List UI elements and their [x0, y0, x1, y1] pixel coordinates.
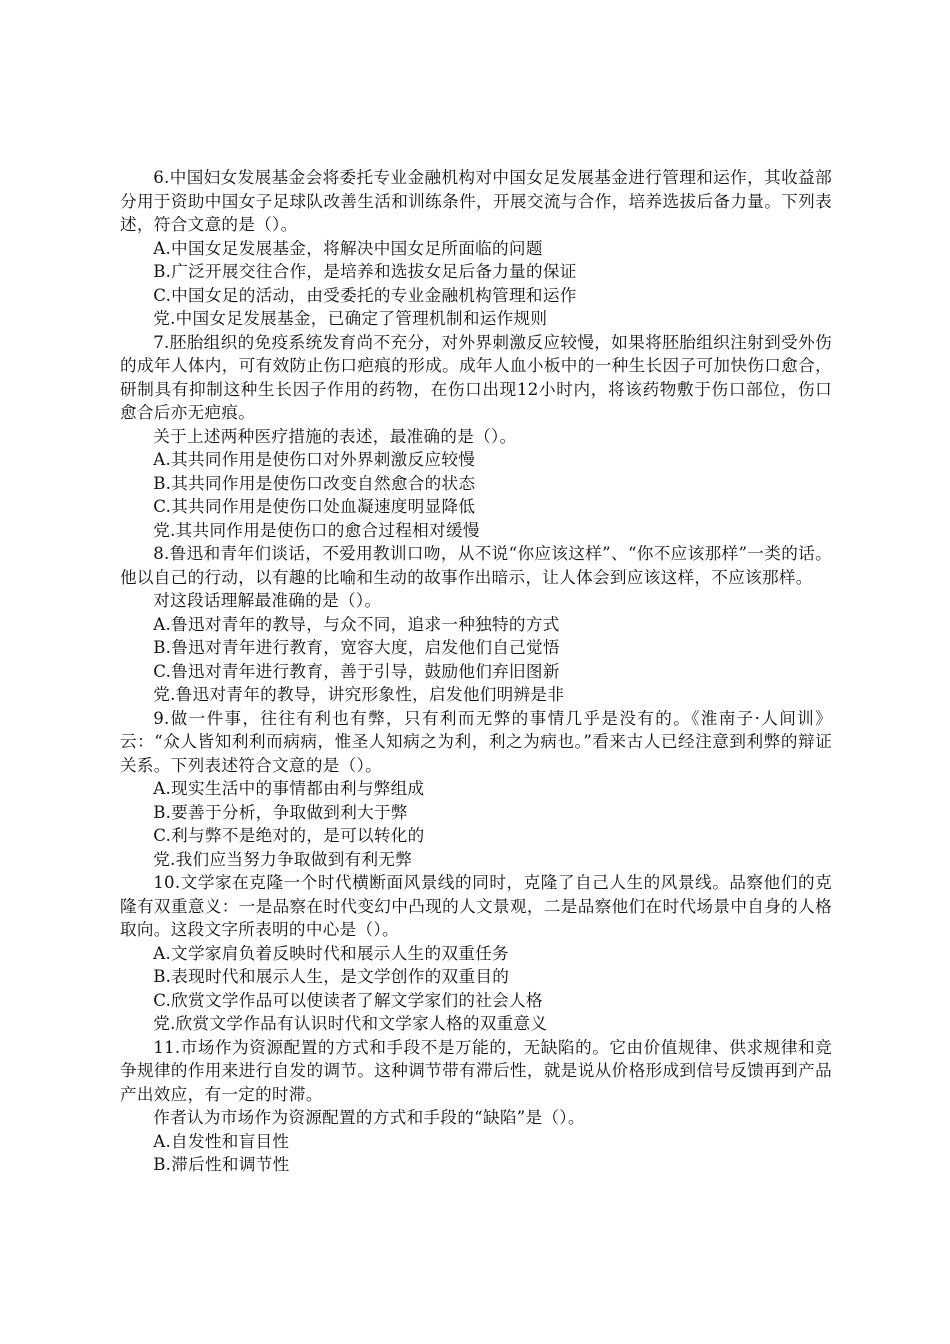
- option-c: C.鲁迅对青年进行教育，善于引导，鼓励他们弃旧图新: [153, 661, 560, 681]
- question-prompt: 作者认为市场作为资源配置的方式和手段的“缺陷”是（）。: [153, 1108, 585, 1127]
- option-b: B.要善于分析，争取做到利大于弊: [153, 802, 408, 822]
- option-a: A.中国女足发展基金，将解决中国女足所面临的问题: [153, 238, 543, 258]
- question-stem: 10.文学家在克隆一个时代横断面风景线的同时，克隆了自己人生的风景线。品察他们的克隆有双重意义：一是品察在时代变幻中凸现的人文景观，二是品察他们在时代场景中自身的人格取向。这段文字所表明的中心是（）。: [120, 873, 832, 939]
- option-b: B.广泛开展交往合作，是培养和选拔女足后备力量的保证: [153, 262, 577, 281]
- option-b: B.表现时代和展示人生，是文学创作的双重目的: [153, 967, 510, 986]
- question-9: [120, 707, 832, 872]
- option-a: A.现实生活中的事情都由利与弊组成: [153, 779, 425, 798]
- option-a: A.鲁迅对青年的教导，与众不同，追求一种独特的方式: [153, 614, 560, 634]
- option-a: A.自发性和盲目性: [153, 1131, 290, 1151]
- option-d: 党.欣赏文学作品有认识时代和文学家人格的双重意义: [153, 1014, 548, 1033]
- question-stem: 8.鲁迅和青年们谈话，不爱用教训口吻，从不说“你应该这样”、“你不应该那样”一类的话。他以自己的行动，以有趣的比喻和生动的故事作出暗示，让人体会到应该这样，不应该那样。: [120, 544, 832, 587]
- option-d: 党.我们应当努力争取做到有利无弊: [153, 849, 413, 869]
- option-c: C.利与弊不是绝对的，是可以转化的: [153, 826, 425, 845]
- document-body: [120, 166, 832, 1177]
- option-b: B.滞后性和调节性: [153, 1155, 290, 1174]
- option-b: B.其共同作用是使伤口改变自然愈合的状态: [153, 473, 476, 493]
- question-prompt: 关于上述两种医疗措施的表述，最准确的是（）。: [153, 426, 517, 446]
- question-6: [120, 166, 832, 331]
- option-d: 党.鲁迅对青年的教导，讲究形象性，启发他们明辨是非: [153, 685, 565, 704]
- option-d: 党.中国女足发展基金，已确定了管理机制和运作规则: [153, 309, 548, 328]
- question-11: [120, 1036, 832, 1177]
- option-c: C.中国女足的活动，由受委托的专业金融机构管理和运作: [153, 285, 577, 305]
- question-prompt: 对这段话理解最准确的是（）。: [153, 591, 382, 610]
- question-8: [120, 542, 832, 707]
- option-c: C.欣赏文学作品可以使读者了解文学家们的社会人格: [153, 990, 543, 1010]
- question-10: [120, 871, 832, 1036]
- question-stem: 11.市场作为资源配置的方式和手段不是万能的，无缺陷的。它由价值规律、供求规律和竞争规律的作用来进行自发的调节。这种调节带有滞后性，就是说从价格形成到信号反馈再到产品产出效应，有一定的时滞。: [120, 1037, 832, 1104]
- option-a: A.其共同作用是使伤口对外界刺激反应较慢: [153, 450, 476, 469]
- question-stem: 7.胚胎组织的免疫系统发育尚不充分，对外界刺激反应较慢，如果将胚胎组织注射到受外伤的成年人体内，可有效防止伤口疤痕的形成。成年人血小板中的一种生长因子可加快伤口愈合，研制具有抑制这种生长因子作用的药物，在伤口出现12小时内，将该药物敷于伤口部位，伤口愈合后亦无疤痕。: [120, 332, 832, 422]
- option-d: 党.其共同作用是使伤口的愈合过程相对缓慢: [153, 520, 480, 540]
- option-b: B.鲁迅对青年进行教育，宽容大度，启发他们自己觉悟: [153, 638, 560, 657]
- question-stem: 6.中国妇女发展基金会将委托专业金融机构对中国女足发展基金进行管理和运作，其收益部分用于资助中国女子足球队改善生活和训练条件，开展交流与合作，培养选拔后备力量。下列表述，符合文意的是（）。: [120, 168, 832, 234]
- option-a: A.文学家肩负着反映时代和展示人生的双重任务: [153, 943, 509, 963]
- question-stem: 9.做一件事，往往有利也有弊，只有利而无弊的事情几乎是没有的。《淮南子·人间训》云：“众人皆知利利而病病，惟圣人知病之为利，利之为病也。”看来古人已经注意到利弊的辩证关系。下列表述符合文意的是（）。: [120, 708, 832, 775]
- question-7: [120, 331, 832, 543]
- option-c: C.其共同作用是使伤口处血凝速度明显降低: [153, 497, 476, 516]
